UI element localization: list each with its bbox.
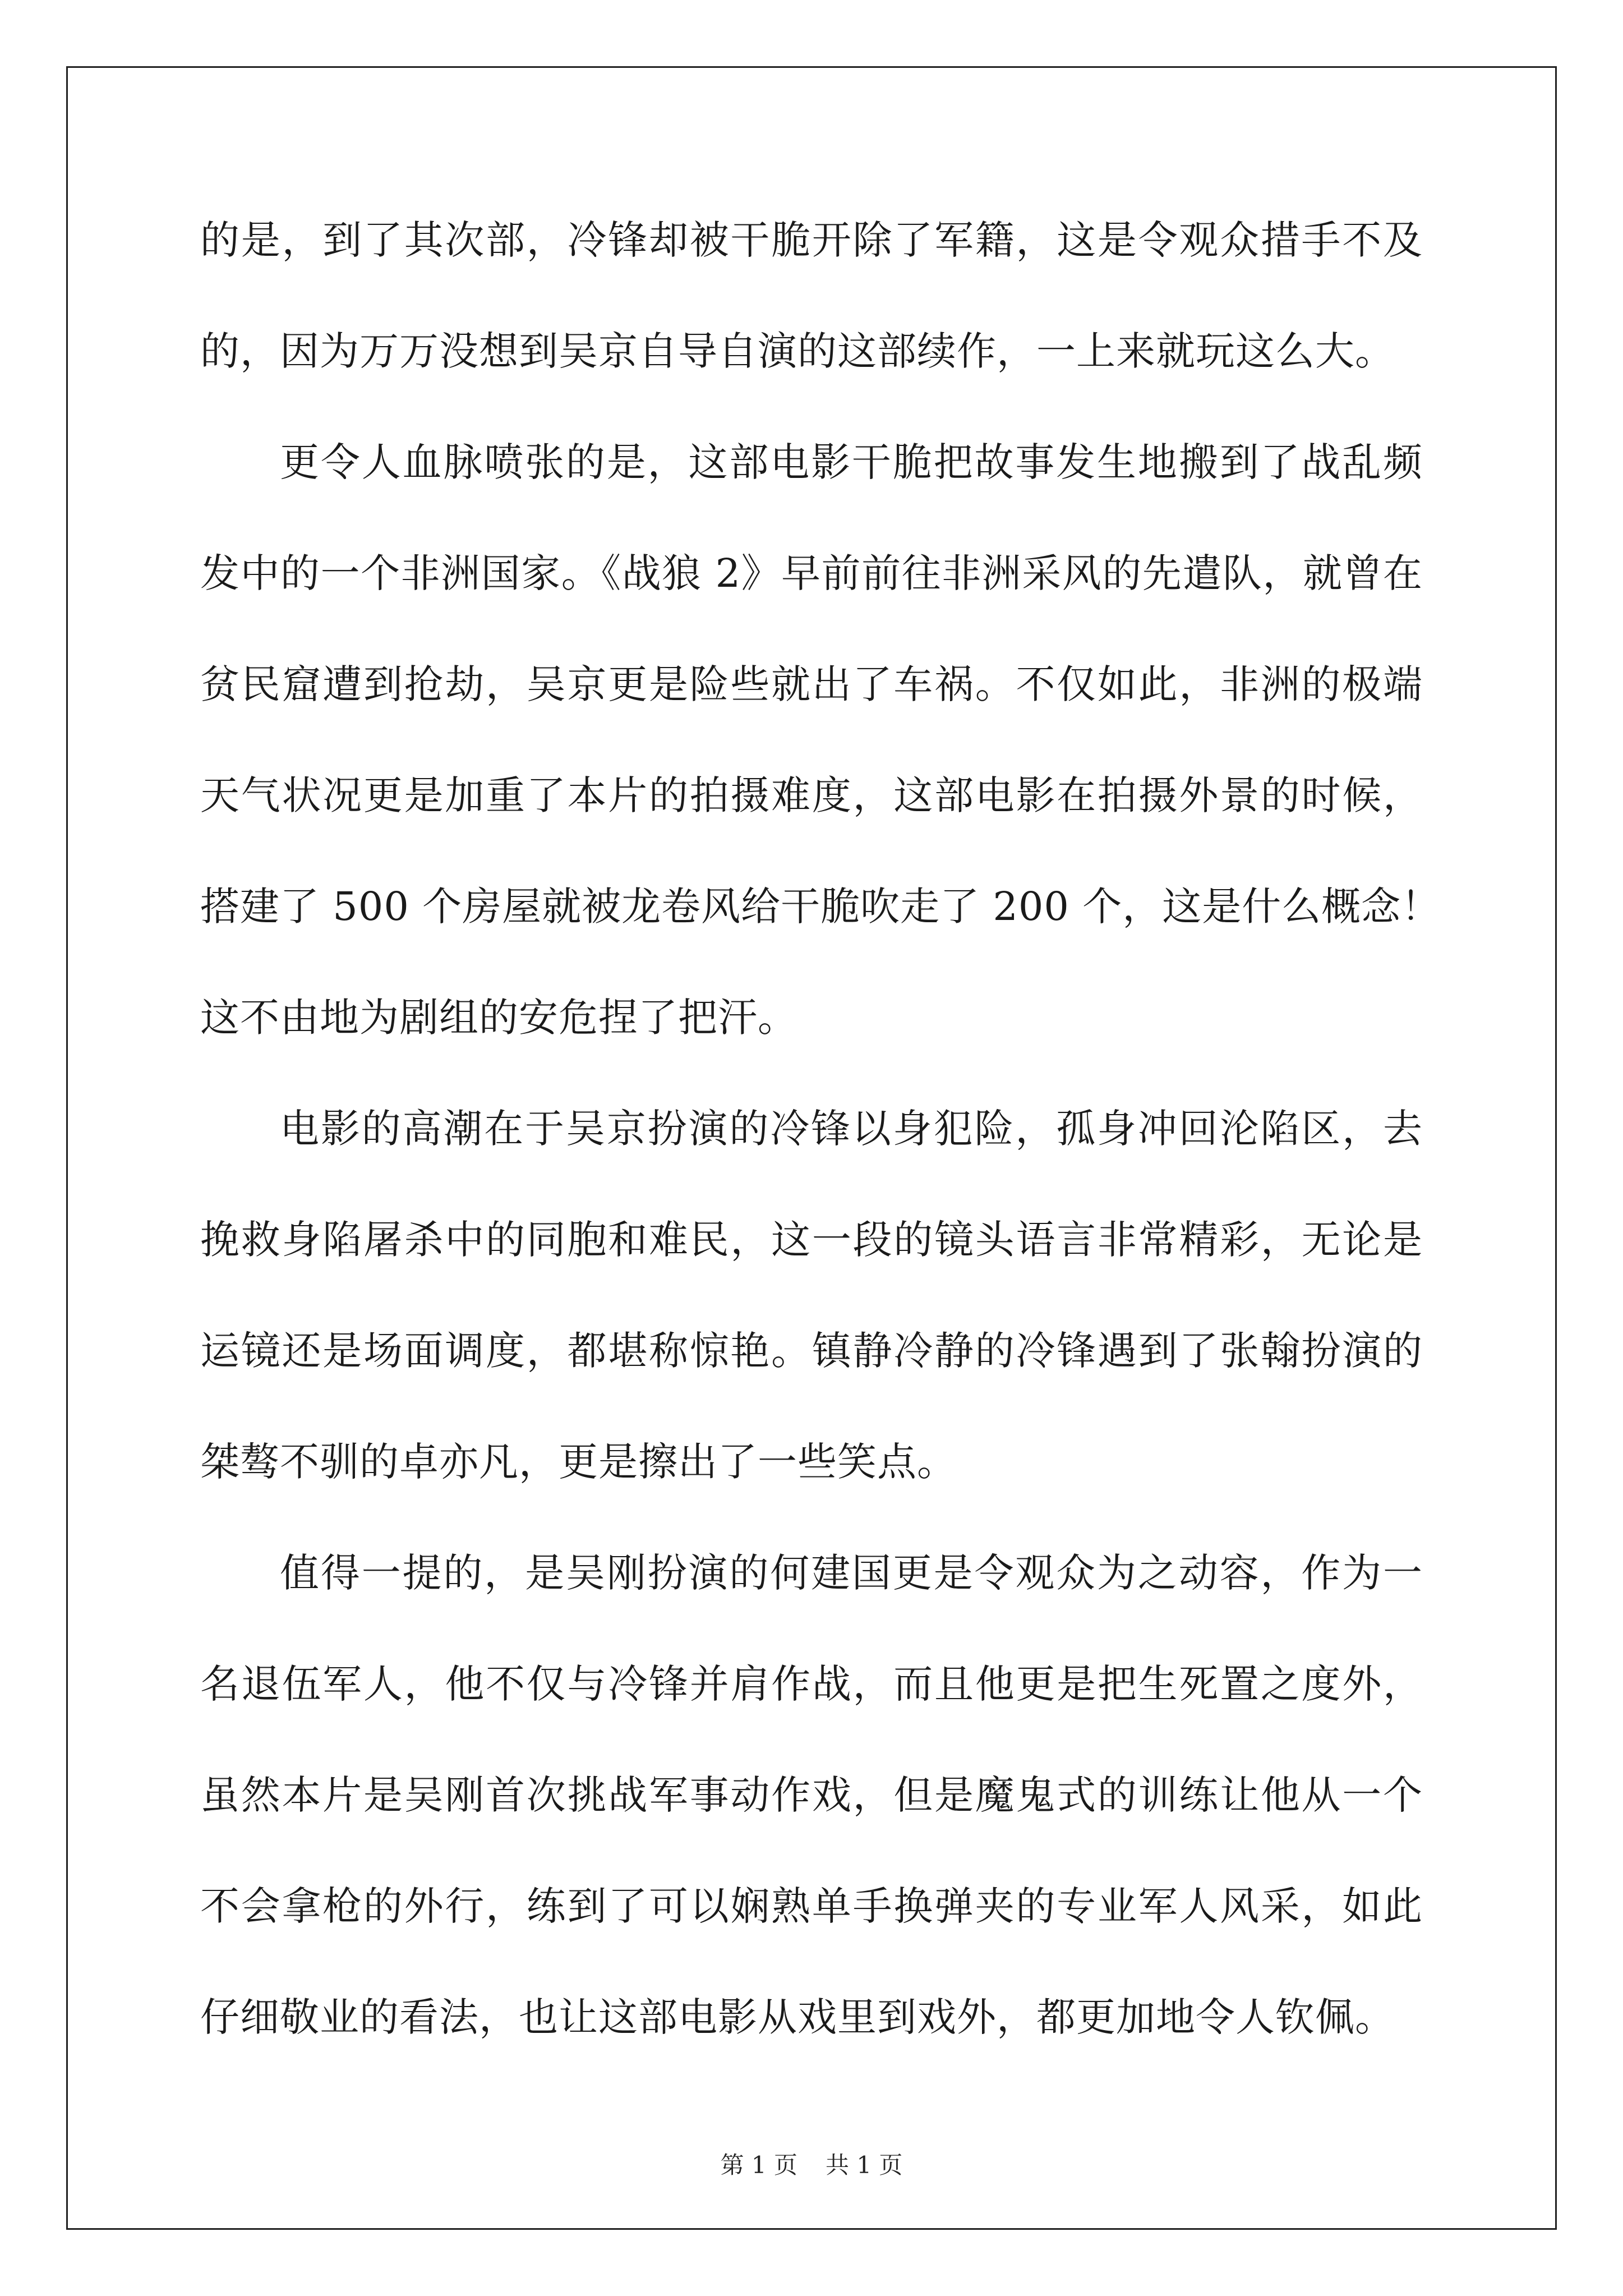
text-line: 仔细敬业的看法，也让这部电影从戏里到戏外，都更加地令人钦佩。 bbox=[200, 1994, 1395, 2040]
text-line: 值得一提的，是吴刚扮演的何建国更是令观众为之动容，作为一 bbox=[280, 1550, 1423, 1596]
text-line: 更令人血脉喷张的是，这部电影干脆把故事发生地搬到了战乱频 bbox=[280, 439, 1423, 485]
text-line: 贫民窟遭到抢劫，吴京更是险些就出了车祸。不仅如此，非洲的极端 bbox=[200, 661, 1423, 707]
text-line: 不会拿枪的外行，练到了可以娴熟单手换弹夹的专业军人风采，如此 bbox=[200, 1883, 1423, 1929]
text-line: 的，因为万万没想到吴京自导自演的这部续作，一上来就玩这么大。 bbox=[200, 328, 1395, 374]
page-total: 共 1 页 bbox=[826, 2151, 903, 2179]
page-number: 第 1 页 bbox=[720, 2151, 797, 2179]
text-line: 挽救身陷屠杀中的同胞和难民，这一段的镜头语言非常精彩，无论是 bbox=[200, 1217, 1423, 1263]
page-footer bbox=[0, 2151, 1623, 2179]
text-line: 运镜还是场面调度，都堪称惊艳。镇静冷静的冷锋遇到了张翰扮演的 bbox=[200, 1328, 1423, 1374]
text-line: 搭建了 500 个房屋就被龙卷风给干脆吹走了 200 个，这是什么概念！ bbox=[200, 884, 1441, 930]
text-line: 天气状况更是加重了本片的拍摄难度，这部电影在拍摄外景的时候， bbox=[200, 772, 1423, 818]
text-line: 这不由地为剧组的安危捏了把汗。 bbox=[200, 995, 797, 1041]
document-body bbox=[200, 213, 1441, 2101]
text-line: 桀骜不驯的卓亦凡，更是擦出了一些笑点。 bbox=[200, 1439, 957, 1485]
text-line: 虽然本片是吴刚首次挑战军事动作戏，但是魔鬼式的训练让他从一个 bbox=[200, 1772, 1423, 1818]
text-line: 电影的高潮在于吴京扮演的冷锋以身犯险，孤身冲回沦陷区，去 bbox=[280, 1106, 1423, 1152]
text-line: 的是，到了其次部，冷锋却被干脆开除了军籍，这是令观众措手不及 bbox=[200, 217, 1423, 263]
text-line: 名退伍军人，他不仅与冷锋并肩作战，而且他更是把生死置之度外， bbox=[200, 1661, 1423, 1707]
text-line: 发中的一个非洲国家。《战狼 2》早前前往非洲采风的先遣队，就曾在 bbox=[200, 550, 1423, 596]
